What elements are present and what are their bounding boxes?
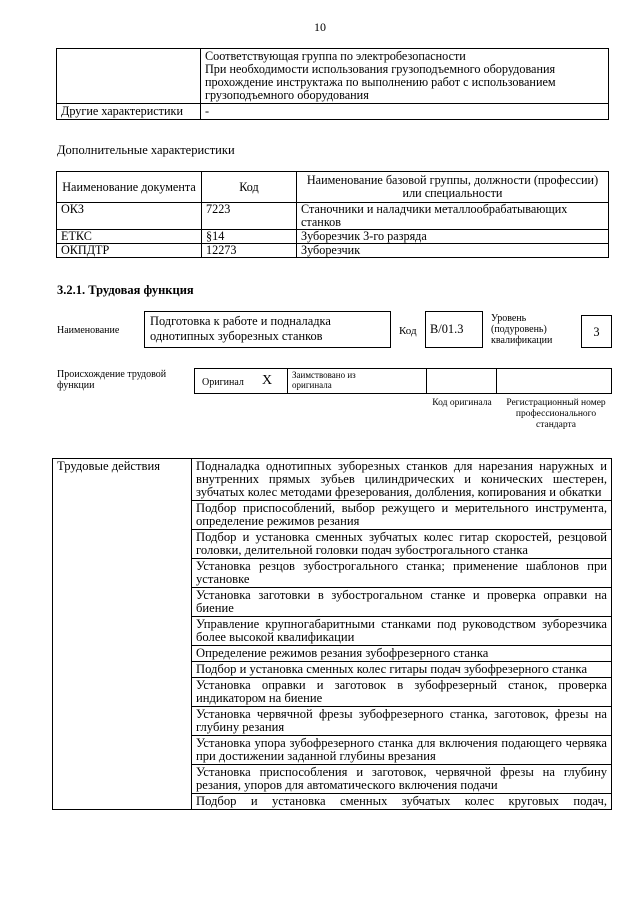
header-document: Наименование документа — [57, 172, 202, 203]
table-row — [57, 230, 609, 244]
labor-action-item: Управление крупногабаритными станками под руководством зуборезчика более высокой квалификации — [192, 617, 612, 646]
table-row — [57, 49, 609, 104]
labor-action-item: Установка резцов зубострогального станка; применение шаблонов при установке — [192, 559, 612, 588]
origin-label: Происхождение трудовой функции — [57, 369, 167, 391]
page-number: 10 — [314, 20, 326, 34]
other-characteristics-value: - — [201, 104, 609, 120]
lifting-equipment-text: При необходимости использования грузоподъемного оборудования прохождение инструктажа по выполнению работ с использованием грузоподъемного оборудования — [205, 62, 556, 102]
name-cell: Станочники и наладчики металлообрабатывающих станков — [297, 203, 609, 230]
labor-action-item: Установка упора зубофрезерного станка для включения подающего червяка при достижении заданной глубины врезания — [192, 736, 612, 765]
original-mark: X — [262, 373, 273, 388]
labor-action-item: Установка приспособления и заготовок, червячной фрезы на глубину резания, упоров для автоматического включения подачи — [192, 765, 612, 794]
code-cell: 7223 — [202, 203, 297, 230]
table-row — [57, 104, 609, 120]
original-label: Оригинал — [202, 377, 244, 388]
header-code: Код — [202, 172, 297, 203]
doc-cell: ОКПДТР — [57, 244, 202, 258]
code-label: Код — [399, 325, 417, 337]
table-row — [57, 244, 609, 258]
characteristics-table — [56, 48, 609, 120]
reg-number-cell — [496, 368, 612, 394]
labor-action-item: Подбор приспособлений, выбор режущего и мерительного инструмента, определение режимов резания — [192, 501, 612, 530]
labor-actions-table — [52, 458, 612, 810]
code-original-caption: Код оригинала — [432, 398, 492, 408]
labor-action-item: Установка заготовки в зубострогальном станке и проверка оправки на биение — [192, 588, 612, 617]
labor-actions-label: Трудовые действия — [53, 459, 192, 810]
labor-function-title: 3.2.1. Трудовая функция — [57, 283, 194, 297]
code-box: B/01.3 — [425, 311, 483, 348]
borrowed-cell — [287, 368, 427, 394]
additional-characteristics-table — [56, 171, 609, 258]
level-box: 3 — [581, 315, 612, 348]
name-label: Наименование — [57, 325, 120, 336]
code-cell: §14 — [202, 230, 297, 244]
labor-action-item: Подбор и установка сменных колес гитары подач зубофрезерного станка — [192, 662, 612, 678]
original-cell — [194, 368, 288, 394]
qualification-level-label: Уровень (подуровень) квалификации — [491, 313, 553, 346]
labor-action-item: Подбор и установка сменных зубчатых колес круговых подач, — [192, 794, 612, 810]
labor-action-item: Установка оправки и заготовок в зубофрезерный станок, проверка индикатором на биение — [192, 678, 612, 707]
table-cell-value — [201, 49, 609, 104]
labor-action-item: Установка червячной фрезы зубофрезерного станка, заготовок, фрезы на глубину резания — [192, 707, 612, 736]
labor-action-item: Подбор и установка сменных зубчатых колес гитар скоростей, резцовой головки, делительной головки подач зубострогального станка — [192, 530, 612, 559]
code-original-cell — [426, 368, 497, 394]
name-cell: Зуборезчик 3-го разряда — [297, 230, 609, 244]
doc-cell: ЕТКС — [57, 230, 202, 244]
borrowed-label: Заимствовано из оригинала — [292, 370, 356, 390]
doc-cell: ОКЗ — [57, 203, 202, 230]
other-characteristics-label: Другие характеристики — [57, 104, 201, 120]
labor-action-item: Определение режимов резания зубофрезерного станка — [192, 646, 612, 662]
reg-number-caption: Регистрационный номер профессионального стандарта — [506, 398, 606, 430]
code-cell: 12273 — [202, 244, 297, 258]
function-name-box: Подготовка к работе и подналадка однотипных зуборезных станков — [144, 311, 391, 348]
name-cell: Зуборезчик — [297, 244, 609, 258]
header-name: Наименование базовой группы, должности (профессии) или специальности — [297, 172, 609, 203]
table-cell-label — [57, 49, 201, 104]
table-header-row — [57, 172, 609, 203]
electro-safety-text: Соответствующая группа по электробезопасности — [205, 49, 466, 63]
labor-action-item: Подналадка однотипных зуборезных станков для нарезания наружных и внутренних прямых зубьев цилиндрических и конических шестерен, зубчатых колес методами фрезерования, долбления, копирования и обкатки — [192, 459, 612, 501]
table-row — [57, 203, 609, 230]
table-row — [53, 459, 612, 501]
additional-characteristics-title: Дополнительные характеристики — [57, 143, 235, 157]
